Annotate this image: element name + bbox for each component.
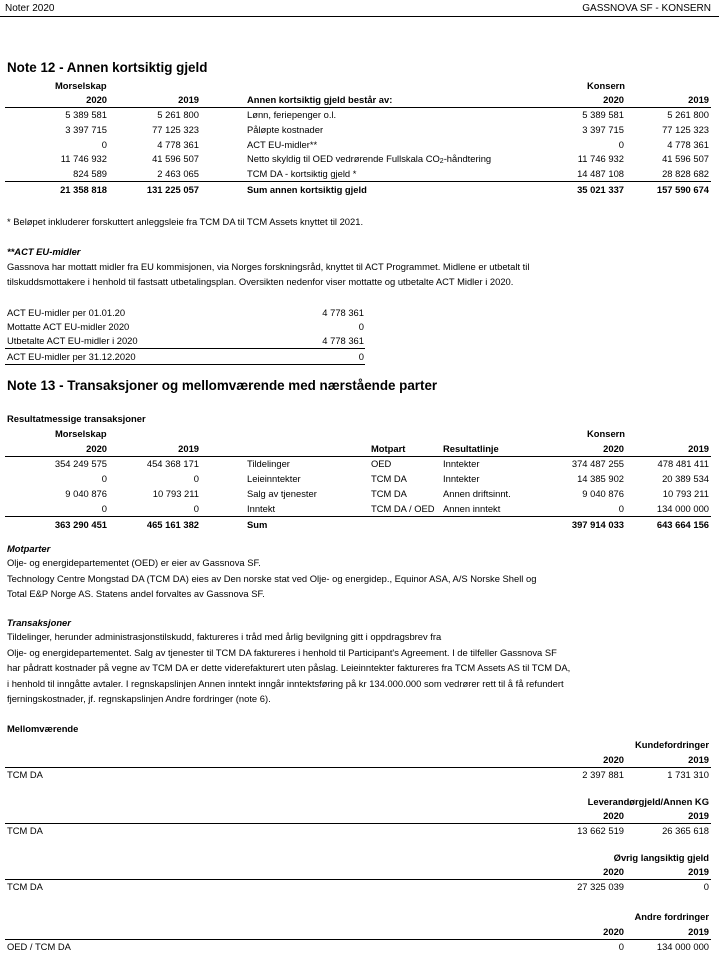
- cell-m20: 9 040 876: [65, 488, 107, 499]
- table-row: [0, 458, 719, 471]
- note13-motpart-head: Motpart: [371, 443, 406, 454]
- cell-linje: Inntekter: [443, 458, 480, 469]
- act-label: Utbetalte ACT EU-midler i 2020: [7, 335, 138, 346]
- mellom-v19: 26 365 618: [662, 825, 709, 836]
- note12-k19-head: 2019: [688, 94, 709, 105]
- mellom-y20: 2020: [603, 810, 624, 821]
- cell-m20: 354 249 575: [54, 458, 107, 469]
- cell-linje: Annen driftsinnt.: [443, 488, 511, 499]
- mellom-y19: 2019: [688, 866, 709, 877]
- cell-k20: 3 397 715: [582, 124, 624, 135]
- cell-k19: 20 389 534: [662, 473, 709, 484]
- mellom-heading: Øvrig langsiktig gjeld: [613, 852, 709, 863]
- note13-resultatlinje-head: Resultatlinje: [443, 443, 499, 454]
- table-total-row: [0, 519, 719, 532]
- transaksjoner-line: fjerningskostnader, jf. regnskapslinjen Andre fordringer (note 6).: [7, 693, 271, 704]
- mellom-y20: 2020: [603, 866, 624, 877]
- note12-footnote: * Beløpet inkluderer forskuttert anleggsleie fra TCM DA til TCM Assets knyttet til 2021.: [7, 216, 364, 227]
- cell-m19: 2 463 065: [157, 168, 199, 179]
- motparter-title: Motparter: [7, 543, 51, 554]
- mellom-rule: [5, 939, 711, 940]
- mellom-v19: 134 000 000: [656, 941, 709, 952]
- act-label: ACT EU-midler per 31.12.2020: [7, 351, 136, 362]
- motparter-line: Olje- og energidepartementet (OED) er eier av Gassnova SF.: [7, 557, 261, 568]
- note13-title: Note 13 - Transaksjoner og mellomværende med nærstående parter: [7, 378, 438, 393]
- note13-morselskap: Morselskap: [55, 428, 107, 439]
- act-value: 0: [358, 351, 364, 362]
- cell-k19: 5 261 800: [667, 109, 709, 120]
- cell-k19: 134 000 000: [656, 503, 709, 514]
- table-row: [0, 473, 719, 486]
- note13-subtitle: Resultatmessige transaksjoner: [7, 413, 146, 424]
- mellom-y19: 2019: [688, 810, 709, 821]
- header-right: GASSNOVA SF - KONSERN: [582, 3, 711, 14]
- mellom-label: TCM DA: [7, 825, 43, 836]
- mellom-rule: [5, 823, 711, 824]
- mellom-y20: 2020: [603, 926, 624, 937]
- transaksjoner-line: Tildelinger, herunder administrasjonstilskudd, faktureres i tråd med årlig bevilgning gitt i oppdragsbrev fra: [7, 631, 442, 642]
- act-value: 0: [358, 321, 364, 332]
- mellom-y19: 2019: [688, 926, 709, 937]
- cell-k19: 41 596 507: [662, 153, 709, 164]
- act-label: Mottatte ACT EU-midler 2020: [7, 321, 130, 332]
- mellom-rule: [5, 879, 711, 880]
- mellom-v19: 1 731 310: [667, 769, 709, 780]
- cell-m19: 465 161 382: [146, 519, 199, 530]
- act-row: [0, 335, 719, 348]
- mellom-label: OED / TCM DA: [7, 941, 71, 952]
- header-rule: [0, 16, 719, 17]
- cell-k20: 397 914 033: [571, 519, 624, 530]
- cell-m19: 77 125 323: [152, 124, 199, 135]
- cell-m19: 0: [193, 473, 199, 484]
- header-left: Noter 2020: [5, 3, 55, 14]
- cell-k19: 478 481 411: [657, 458, 709, 469]
- cell-m20: 0: [101, 503, 107, 514]
- mellom-v20: 27 325 039: [577, 881, 624, 892]
- mellom-v19: 0: [703, 881, 709, 892]
- mellom-y20: 2020: [603, 754, 624, 765]
- cell-motpart: OED: [371, 458, 392, 469]
- cell-m20: 5 389 581: [65, 109, 107, 120]
- act-row: [0, 321, 719, 334]
- table-total-row: [0, 184, 719, 197]
- note12-m19-head: 2019: [178, 94, 199, 105]
- cell-k20: 9 040 876: [582, 488, 624, 499]
- cell-m19: 4 778 361: [157, 139, 199, 150]
- mellom-v20: 13 662 519: [577, 825, 624, 836]
- transaksjoner-line: Olje- og energidepartementet. Salg av tjenester til TCM DA faktureres i henhold til Participant's Agreement. I de tilfeller Gassnova SF: [7, 647, 557, 658]
- mellom-label: TCM DA: [7, 769, 43, 780]
- cell-label-sub: 2: [439, 158, 444, 165]
- note12-title: Note 12 - Annen kortsiktig gjeld: [7, 60, 208, 75]
- note12-konsern: Konsern: [587, 80, 626, 91]
- cell-k20: 5 389 581: [582, 109, 624, 120]
- cell-k20: 11 746 932: [577, 153, 624, 164]
- mellom-heading: Leverandørgjeld/Annen KG: [587, 796, 709, 807]
- note12-m20-head: 2020: [86, 94, 107, 105]
- act-label: ACT EU-midler per 01.01.20: [7, 307, 126, 318]
- mellom-v20: 0: [618, 941, 624, 952]
- table-row: [0, 168, 719, 181]
- note13-m19-head: 2019: [178, 443, 199, 454]
- cell-label: ACT EU-midler**: [247, 139, 318, 150]
- table-row: [0, 139, 719, 152]
- cell-m19: 41 596 507: [152, 153, 199, 164]
- motparter-line: Technology Centre Mongstad DA (TCM DA) eies av Den norske stat ved Olje- og energidep., Equinor ASA, A/S Norske Shell og: [7, 573, 537, 584]
- cell-m20: 0: [101, 473, 107, 484]
- act-rule: [5, 348, 365, 349]
- act-row: [0, 351, 719, 364]
- cell-linje: Inntekter: [443, 473, 480, 484]
- note12-caption: Annen kortsiktig gjeld består av:: [247, 94, 393, 105]
- note12-total-rule: [5, 181, 711, 182]
- cell-label-tail: -håndtering: [443, 153, 492, 164]
- cell-label: Inntekt: [247, 503, 276, 514]
- cell-label: Sum: [247, 519, 268, 530]
- mellom-heading: Kundefordringer: [635, 739, 709, 750]
- act-text-line: tilskuddsmottakere i henhold til fastsatt utbetalingsplan. Oversikten nedenfor viser mottatte og utbetalte ACT Midler i 2020.: [7, 276, 514, 287]
- cell-m19: 454 368 171: [146, 458, 199, 469]
- cell-m20: 824 589: [73, 168, 107, 179]
- cell-k19: 157 590 674: [656, 184, 709, 195]
- cell-label: Leieinntekter: [247, 473, 301, 484]
- cell-label: [247, 153, 491, 165]
- cell-k19: 643 664 156: [656, 519, 709, 530]
- cell-k19: 10 793 211: [662, 488, 709, 499]
- cell-m20: 3 397 715: [65, 124, 107, 135]
- mellom-rule: [5, 767, 711, 768]
- cell-k19: 77 125 323: [662, 124, 709, 135]
- cell-m19: 10 793 211: [152, 488, 199, 499]
- cell-label: Påløpte kostnader: [247, 124, 324, 135]
- mellom-y19: 2019: [688, 754, 709, 765]
- cell-m19: 0: [193, 503, 199, 514]
- cell-k19: 28 828 682: [662, 168, 709, 179]
- act-row: [0, 307, 719, 320]
- cell-k20: 0: [618, 503, 624, 514]
- table-row: [0, 109, 719, 122]
- cell-motpart: TCM DA: [371, 488, 407, 499]
- table-row: [0, 124, 719, 137]
- cell-label-main: Netto skyldig til OED vedrørende Fullskala CO: [247, 153, 440, 164]
- transaksjoner-line: i henhold til inngåtte avtaler. I regnskapslinjen Annen inntekt inngår inntektsføring på kr 134.000.000 som vedrører rett til å få refundert: [7, 678, 564, 689]
- table-row: [0, 488, 719, 501]
- note12-head-rule: [5, 107, 711, 108]
- motparter-line: Total E&P Norge AS. Statens andel forvaltes av Gassnova SF.: [7, 588, 265, 599]
- cell-k20: 374 487 255: [571, 458, 624, 469]
- note13-k20-head: 2020: [603, 443, 624, 454]
- act-value: 4 778 361: [322, 307, 364, 318]
- cell-m20: 363 290 451: [54, 519, 107, 530]
- cell-m20: 11 746 932: [60, 153, 107, 164]
- cell-label: Tildelinger: [247, 458, 290, 469]
- act-value: 4 778 361: [322, 335, 364, 346]
- note12-morselskap: Morselskap: [55, 80, 107, 91]
- cell-motpart: TCM DA: [371, 473, 407, 484]
- cell-m19: 131 225 057: [146, 184, 199, 195]
- cell-label: Salg av tjenester: [247, 488, 317, 499]
- note13-k19-head: 2019: [688, 443, 709, 454]
- cell-k20: 14 385 902: [577, 473, 624, 484]
- cell-linje: Annen inntekt: [443, 503, 501, 514]
- mellom-label: TCM DA: [7, 881, 43, 892]
- note13-m20-head: 2020: [86, 443, 107, 454]
- mellom-v20: 2 397 881: [582, 769, 624, 780]
- note13-total-rule: [5, 516, 711, 517]
- act-text-line: Gassnova har mottatt midler fra EU kommisjonen, via Norges forskningsråd, knyttet til ACT Programmet. Midlene er utbetalt til: [7, 261, 530, 272]
- cell-m20: 0: [101, 139, 107, 150]
- table-row: [0, 153, 719, 166]
- cell-label: Lønn, feriepenger o.l.: [247, 109, 337, 120]
- cell-motpart: TCM DA / OED: [371, 503, 435, 514]
- cell-label: TCM DA - kortsiktig gjeld *: [247, 168, 357, 179]
- cell-label: Sum annen kortsiktig gjeld: [247, 184, 367, 195]
- transaksjoner-line: har pådratt kostnader på vegne av TCM DA er dette viderefakturert uten påslag. Leieinntekter faktureres fra TCM Assets AS til TCM DA,: [7, 662, 571, 673]
- note13-konsern: Konsern: [587, 428, 626, 439]
- cell-k20: 14 487 108: [577, 168, 624, 179]
- transaksjoner-title: Transaksjoner: [7, 617, 71, 628]
- cell-k19: 4 778 361: [667, 139, 709, 150]
- act-bottom-rule: [5, 364, 365, 365]
- cell-k20: 35 021 337: [577, 184, 624, 195]
- mellom-heading: Andre fordringer: [634, 911, 709, 922]
- note12-k20-head: 2020: [603, 94, 624, 105]
- cell-m20: 21 358 818: [60, 184, 107, 195]
- act-title: **ACT EU-midler: [7, 246, 81, 257]
- mellom-title: Mellomværende: [7, 723, 79, 734]
- cell-k20: 0: [618, 139, 624, 150]
- cell-m19: 5 261 800: [157, 109, 199, 120]
- note13-head-rule: [5, 456, 711, 457]
- table-row: [0, 503, 719, 516]
